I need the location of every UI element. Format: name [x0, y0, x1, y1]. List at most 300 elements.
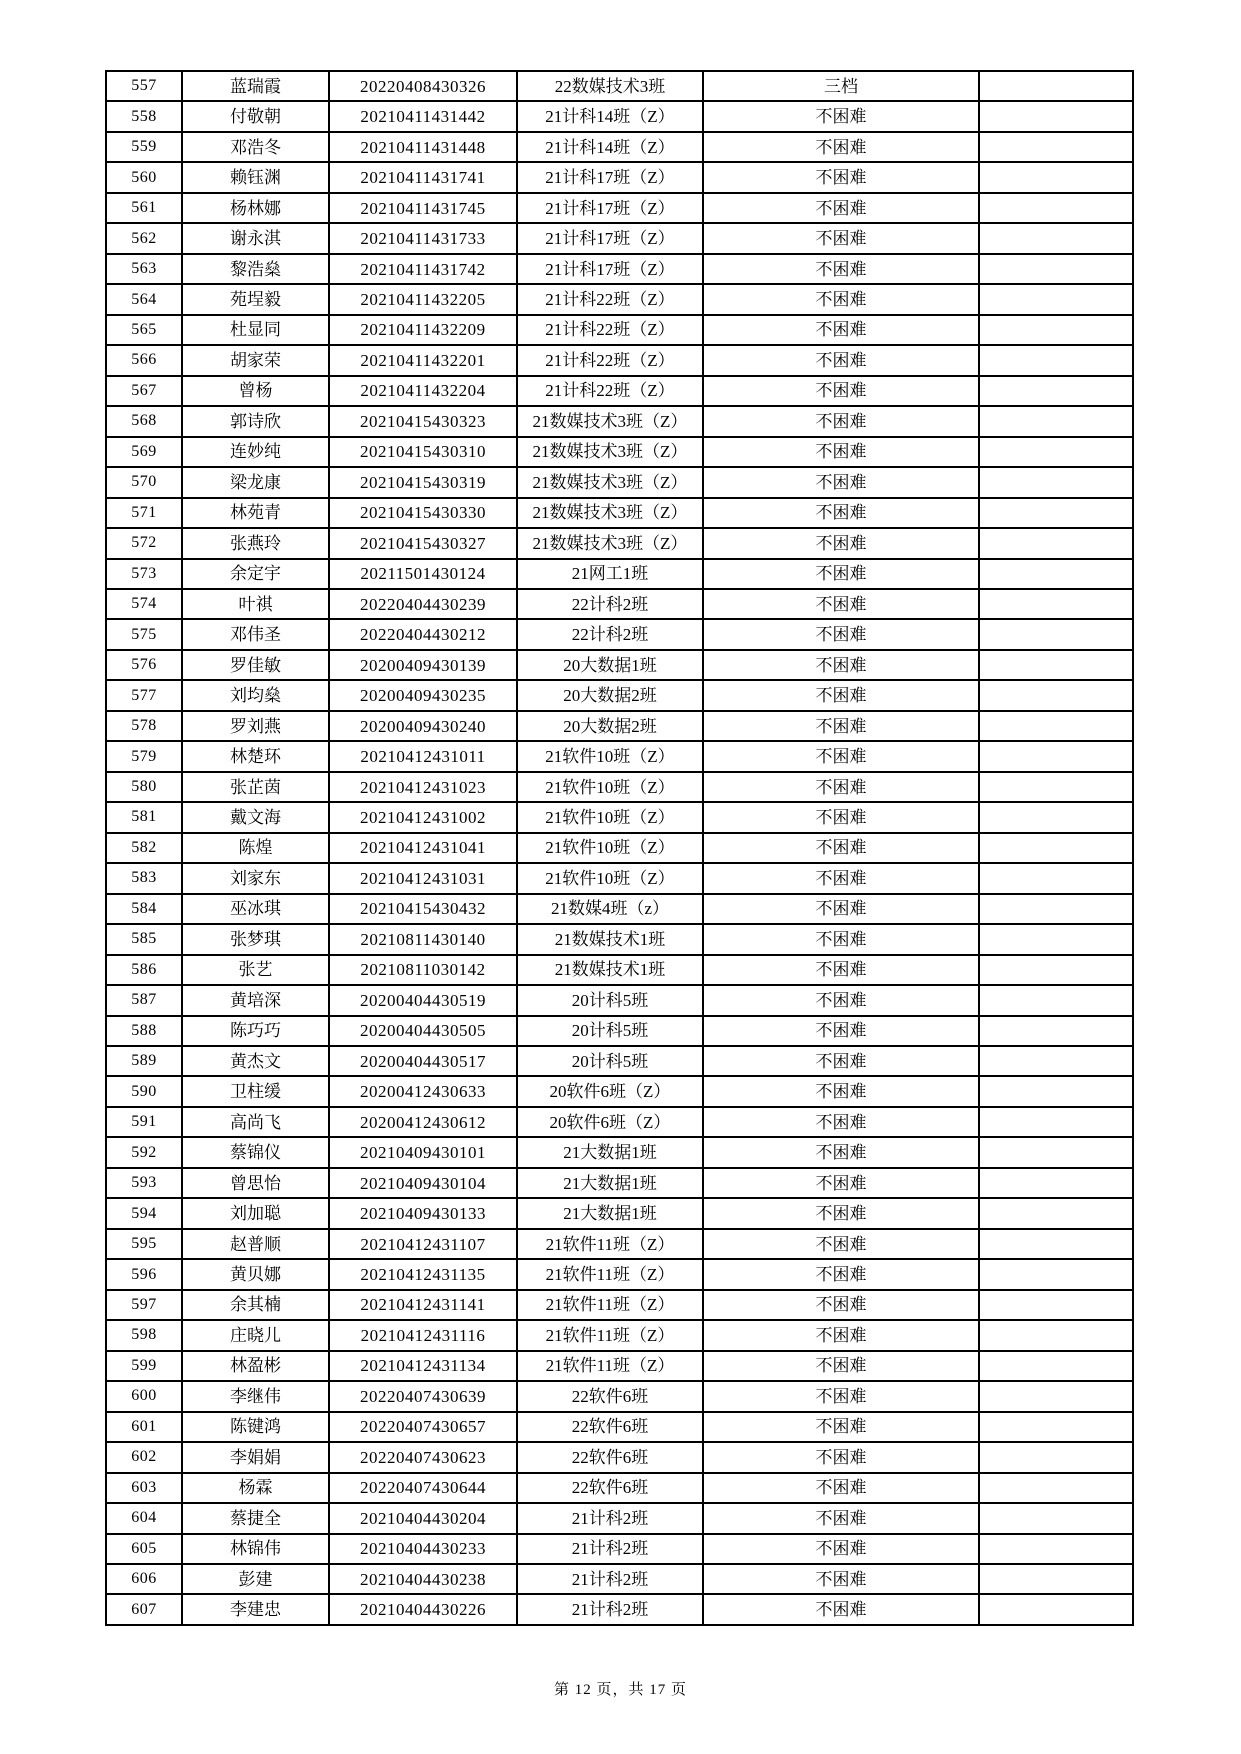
- cell-status: 不困难: [703, 1412, 979, 1442]
- cell-class-name: 21网工1班: [517, 559, 703, 589]
- cell-index: 581: [106, 802, 182, 832]
- cell-name: 张梦琪: [182, 924, 329, 954]
- table-row: [106, 559, 1133, 589]
- table-row: [106, 1259, 1133, 1289]
- cell-status: 不困难: [703, 650, 979, 680]
- cell-note: [979, 223, 1133, 253]
- cell-note: [979, 1320, 1133, 1350]
- cell-index: 601: [106, 1412, 182, 1442]
- cell-class-name: 22软件6班: [517, 1442, 703, 1472]
- cell-name: 梁龙康: [182, 467, 329, 497]
- cell-index: 590: [106, 1076, 182, 1106]
- cell-index: 559: [106, 132, 182, 162]
- cell-class-name: 21计科2班: [517, 1564, 703, 1594]
- table-row: [106, 711, 1133, 741]
- student-roster-table: [105, 70, 1134, 1626]
- cell-index: 582: [106, 833, 182, 863]
- table-row: [106, 193, 1133, 223]
- cell-index: 571: [106, 498, 182, 528]
- cell-name: 付敬朝: [182, 101, 329, 131]
- cell-note: [979, 1016, 1133, 1046]
- cell-student-id: 20210415430323: [329, 406, 517, 436]
- table-row: [106, 254, 1133, 284]
- cell-name: 林盈彬: [182, 1351, 329, 1381]
- cell-index: 564: [106, 284, 182, 314]
- cell-note: [979, 1137, 1133, 1167]
- cell-status: 不困难: [703, 223, 979, 253]
- cell-class-name: 20大数据2班: [517, 711, 703, 741]
- cell-index: 583: [106, 863, 182, 893]
- cell-name: 杜显同: [182, 315, 329, 345]
- cell-class-name: 21计科2班: [517, 1503, 703, 1533]
- table-row: [106, 1564, 1133, 1594]
- table-row: [106, 406, 1133, 436]
- cell-status: 不困难: [703, 1290, 979, 1320]
- cell-status: 不困难: [703, 985, 979, 1015]
- cell-note: [979, 406, 1133, 436]
- cell-status: 三档: [703, 71, 979, 101]
- table-row: [106, 1016, 1133, 1046]
- cell-student-id: 20210811430140: [329, 924, 517, 954]
- cell-class-name: 20大数据1班: [517, 650, 703, 680]
- cell-name: 刘均燊: [182, 680, 329, 710]
- cell-name: 李建忠: [182, 1594, 329, 1625]
- table-row: [106, 1046, 1133, 1076]
- cell-student-id: 20210412431023: [329, 772, 517, 802]
- cell-index: 598: [106, 1320, 182, 1350]
- page-footer: 第 12 页，共 17 页: [553, 1682, 687, 1698]
- cell-index: 593: [106, 1168, 182, 1198]
- cell-index: 588: [106, 1016, 182, 1046]
- cell-class-name: 21计科17班（Z）: [517, 254, 703, 284]
- cell-student-id: 20210412431141: [329, 1290, 517, 1320]
- table-row: [106, 223, 1133, 253]
- cell-student-id: 20200404430517: [329, 1046, 517, 1076]
- cell-name: 曾思怡: [182, 1168, 329, 1198]
- cell-note: [979, 924, 1133, 954]
- cell-student-id: 20220407430639: [329, 1381, 517, 1411]
- cell-class-name: 21计科14班（Z）: [517, 132, 703, 162]
- cell-note: [979, 284, 1133, 314]
- cell-class-name: 21计科17班（Z）: [517, 193, 703, 223]
- cell-note: [979, 1107, 1133, 1137]
- cell-student-id: 20200409430235: [329, 680, 517, 710]
- cell-student-id: 20200409430139: [329, 650, 517, 680]
- cell-student-id: 20210411432205: [329, 284, 517, 314]
- cell-status: 不困难: [703, 1046, 979, 1076]
- cell-student-id: 20210411431733: [329, 223, 517, 253]
- cell-student-id: 20200404430519: [329, 985, 517, 1015]
- cell-status: 不困难: [703, 924, 979, 954]
- cell-name: 陈键鸿: [182, 1412, 329, 1442]
- cell-note: [979, 71, 1133, 101]
- cell-index: 561: [106, 193, 182, 223]
- table-row: [106, 1442, 1133, 1472]
- cell-note: [979, 1442, 1133, 1472]
- cell-class-name: 21计科22班（Z）: [517, 345, 703, 375]
- cell-status: 不困难: [703, 802, 979, 832]
- cell-name: 连妙纯: [182, 437, 329, 467]
- cell-index: 607: [106, 1594, 182, 1625]
- cell-note: [979, 863, 1133, 893]
- cell-index: 572: [106, 528, 182, 558]
- cell-status: 不困难: [703, 284, 979, 314]
- cell-note: [979, 1473, 1133, 1503]
- cell-note: [979, 1168, 1133, 1198]
- cell-class-name: 21大数据1班: [517, 1168, 703, 1198]
- cell-note: [979, 376, 1133, 406]
- cell-note: [979, 894, 1133, 924]
- table-row: [106, 437, 1133, 467]
- cell-note: [979, 650, 1133, 680]
- cell-name: 庄晓儿: [182, 1320, 329, 1350]
- cell-index: 586: [106, 955, 182, 985]
- cell-note: [979, 437, 1133, 467]
- cell-note: [979, 1412, 1133, 1442]
- cell-note: [979, 193, 1133, 223]
- cell-index: 565: [106, 315, 182, 345]
- cell-note: [979, 467, 1133, 497]
- cell-status: 不困难: [703, 772, 979, 802]
- table-row: [106, 1229, 1133, 1259]
- cell-name: 张艺: [182, 955, 329, 985]
- cell-class-name: 21大数据1班: [517, 1198, 703, 1228]
- cell-index: 557: [106, 71, 182, 101]
- student-roster-table-body: [106, 71, 1133, 1625]
- cell-student-id: 20211501430124: [329, 559, 517, 589]
- cell-status: 不困难: [703, 1594, 979, 1625]
- cell-note: [979, 1046, 1133, 1076]
- cell-index: 568: [106, 406, 182, 436]
- cell-note: [979, 1594, 1133, 1625]
- cell-status: 不困难: [703, 1473, 979, 1503]
- cell-class-name: 21数媒技术3班（Z）: [517, 528, 703, 558]
- cell-class-name: 21计科2班: [517, 1594, 703, 1625]
- cell-index: 580: [106, 772, 182, 802]
- cell-student-id: 20210412431011: [329, 741, 517, 771]
- cell-class-name: 21数媒技术1班: [517, 924, 703, 954]
- cell-class-name: 21数媒技术3班（Z）: [517, 437, 703, 467]
- cell-student-id: 20210412431041: [329, 833, 517, 863]
- cell-index: 570: [106, 467, 182, 497]
- cell-note: [979, 315, 1133, 345]
- cell-note: [979, 1503, 1133, 1533]
- cell-student-id: 20220407430644: [329, 1473, 517, 1503]
- cell-name: 陈煌: [182, 833, 329, 863]
- table-row: [106, 833, 1133, 863]
- cell-class-name: 21软件10班（Z）: [517, 833, 703, 863]
- cell-student-id: 20220407430623: [329, 1442, 517, 1472]
- cell-class-name: 21软件10班（Z）: [517, 863, 703, 893]
- cell-index: 597: [106, 1290, 182, 1320]
- cell-class-name: 21软件11班（Z）: [517, 1259, 703, 1289]
- table-row: [106, 1198, 1133, 1228]
- cell-name: 陈巧巧: [182, 1016, 329, 1046]
- cell-student-id: 20210411432204: [329, 376, 517, 406]
- cell-note: [979, 589, 1133, 619]
- cell-class-name: 21计科17班（Z）: [517, 162, 703, 192]
- cell-class-name: 21软件10班（Z）: [517, 741, 703, 771]
- table-row: [106, 894, 1133, 924]
- cell-index: 573: [106, 559, 182, 589]
- cell-index: 584: [106, 894, 182, 924]
- cell-class-name: 21数媒技术3班（Z）: [517, 498, 703, 528]
- cell-name: 罗刘燕: [182, 711, 329, 741]
- cell-name: 曾杨: [182, 376, 329, 406]
- cell-status: 不困难: [703, 1503, 979, 1533]
- cell-index: 596: [106, 1259, 182, 1289]
- cell-index: 575: [106, 619, 182, 649]
- cell-name: 邓浩冬: [182, 132, 329, 162]
- cell-student-id: 20210412431107: [329, 1229, 517, 1259]
- cell-name: 罗佳敏: [182, 650, 329, 680]
- table-row: [106, 467, 1133, 497]
- cell-class-name: 22软件6班: [517, 1412, 703, 1442]
- cell-student-id: 20200412430612: [329, 1107, 517, 1137]
- cell-status: 不困难: [703, 1381, 979, 1411]
- table-row: [106, 528, 1133, 558]
- cell-status: 不困难: [703, 1259, 979, 1289]
- table-row: [106, 1351, 1133, 1381]
- cell-name: 余其楠: [182, 1290, 329, 1320]
- cell-status: 不困难: [703, 1016, 979, 1046]
- cell-class-name: 22软件6班: [517, 1473, 703, 1503]
- cell-index: 606: [106, 1564, 182, 1594]
- table-row: [106, 619, 1133, 649]
- cell-index: 605: [106, 1534, 182, 1564]
- cell-status: 不困难: [703, 162, 979, 192]
- cell-note: [979, 833, 1133, 863]
- cell-class-name: 21计科22班（Z）: [517, 376, 703, 406]
- cell-class-name: 21大数据1班: [517, 1137, 703, 1167]
- cell-index: 587: [106, 985, 182, 1015]
- cell-student-id: 20210411431745: [329, 193, 517, 223]
- cell-name: 杨霖: [182, 1473, 329, 1503]
- cell-student-id: 20220404430239: [329, 589, 517, 619]
- cell-class-name: 21数媒技术1班: [517, 955, 703, 985]
- cell-class-name: 21计科22班（Z）: [517, 284, 703, 314]
- cell-note: [979, 711, 1133, 741]
- cell-status: 不困难: [703, 1137, 979, 1167]
- cell-name: 戴文海: [182, 802, 329, 832]
- cell-index: 577: [106, 680, 182, 710]
- cell-name: 苑埕毅: [182, 284, 329, 314]
- table-row: [106, 1503, 1133, 1533]
- cell-name: 胡家荣: [182, 345, 329, 375]
- table-row: [106, 772, 1133, 802]
- cell-student-id: 20210415430327: [329, 528, 517, 558]
- cell-name: 蔡锦仪: [182, 1137, 329, 1167]
- cell-student-id: 20210412431135: [329, 1259, 517, 1289]
- cell-class-name: 21软件10班（Z）: [517, 772, 703, 802]
- cell-note: [979, 741, 1133, 771]
- table-row: [106, 924, 1133, 954]
- cell-class-name: 21数媒4班（z）: [517, 894, 703, 924]
- cell-class-name: 21计科17班（Z）: [517, 223, 703, 253]
- cell-student-id: 20220408430326: [329, 71, 517, 101]
- cell-note: [979, 1351, 1133, 1381]
- table-row: [106, 1168, 1133, 1198]
- cell-class-name: 21计科22班（Z）: [517, 315, 703, 345]
- cell-status: 不困难: [703, 619, 979, 649]
- cell-name: 巫冰琪: [182, 894, 329, 924]
- table-row: [106, 1534, 1133, 1564]
- cell-student-id: 20200404430505: [329, 1016, 517, 1046]
- table-row: [106, 741, 1133, 771]
- cell-note: [979, 162, 1133, 192]
- cell-index: 569: [106, 437, 182, 467]
- cell-note: [979, 345, 1133, 375]
- cell-student-id: 20210415430432: [329, 894, 517, 924]
- cell-student-id: 20210411431448: [329, 132, 517, 162]
- cell-student-id: 20210412431002: [329, 802, 517, 832]
- table-row: [106, 1381, 1133, 1411]
- cell-note: [979, 802, 1133, 832]
- cell-name: 郭诗欣: [182, 406, 329, 436]
- cell-student-id: 20210404430204: [329, 1503, 517, 1533]
- cell-index: 592: [106, 1137, 182, 1167]
- table-row: [106, 985, 1133, 1015]
- cell-student-id: 20210409430133: [329, 1198, 517, 1228]
- cell-name: 余定宇: [182, 559, 329, 589]
- cell-note: [979, 1198, 1133, 1228]
- cell-status: 不困难: [703, 955, 979, 985]
- cell-note: [979, 1290, 1133, 1320]
- cell-index: 560: [106, 162, 182, 192]
- cell-status: 不困难: [703, 1168, 979, 1198]
- cell-name: 黄培深: [182, 985, 329, 1015]
- cell-index: 574: [106, 589, 182, 619]
- cell-name: 赵普顺: [182, 1229, 329, 1259]
- cell-note: [979, 1259, 1133, 1289]
- cell-name: 叶祺: [182, 589, 329, 619]
- cell-index: 567: [106, 376, 182, 406]
- cell-status: 不困难: [703, 1229, 979, 1259]
- cell-status: 不困难: [703, 101, 979, 131]
- cell-status: 不困难: [703, 437, 979, 467]
- cell-class-name: 21数媒技术3班（Z）: [517, 406, 703, 436]
- cell-name: 李继伟: [182, 1381, 329, 1411]
- table-row: [106, 1076, 1133, 1106]
- cell-index: 563: [106, 254, 182, 284]
- cell-class-name: 21软件11班（Z）: [517, 1229, 703, 1259]
- table-row: [106, 1290, 1133, 1320]
- cell-student-id: 20210411431741: [329, 162, 517, 192]
- cell-status: 不困难: [703, 559, 979, 589]
- cell-student-id: 20210411432209: [329, 315, 517, 345]
- cell-status: 不困难: [703, 376, 979, 406]
- cell-note: [979, 1229, 1133, 1259]
- table-row: [106, 1320, 1133, 1350]
- table-row: [106, 1107, 1133, 1137]
- cell-name: 林苑青: [182, 498, 329, 528]
- cell-status: 不困难: [703, 1107, 979, 1137]
- cell-student-id: 20210411431742: [329, 254, 517, 284]
- table-row: [106, 132, 1133, 162]
- cell-student-id: 20210412431116: [329, 1320, 517, 1350]
- cell-status: 不困难: [703, 315, 979, 345]
- cell-name: 杨林娜: [182, 193, 329, 223]
- cell-student-id: 20210411432201: [329, 345, 517, 375]
- cell-student-id: 20210404430238: [329, 1564, 517, 1594]
- cell-name: 蔡捷全: [182, 1503, 329, 1533]
- cell-class-name: 20计科5班: [517, 985, 703, 1015]
- cell-name: 黎浩燊: [182, 254, 329, 284]
- cell-note: [979, 528, 1133, 558]
- cell-class-name: 22数媒技术3班: [517, 71, 703, 101]
- cell-index: 604: [106, 1503, 182, 1533]
- cell-student-id: 20210415430310: [329, 437, 517, 467]
- cell-status: 不困难: [703, 833, 979, 863]
- cell-student-id: 20210404430233: [329, 1534, 517, 1564]
- cell-index: 558: [106, 101, 182, 131]
- table-row: [106, 955, 1133, 985]
- cell-class-name: 21软件11班（Z）: [517, 1351, 703, 1381]
- table-row: [106, 1137, 1133, 1167]
- cell-class-name: 20计科5班: [517, 1046, 703, 1076]
- cell-status: 不困难: [703, 741, 979, 771]
- cell-class-name: 21计科14班（Z）: [517, 101, 703, 131]
- cell-name: 张芷茵: [182, 772, 329, 802]
- cell-name: 赖钰渊: [182, 162, 329, 192]
- cell-student-id: 20220404430212: [329, 619, 517, 649]
- cell-name: 黄杰文: [182, 1046, 329, 1076]
- cell-student-id: 20220407430657: [329, 1412, 517, 1442]
- cell-class-name: 21数媒技术3班（Z）: [517, 467, 703, 497]
- cell-student-id: 20210409430104: [329, 1168, 517, 1198]
- cell-class-name: 21软件11班（Z）: [517, 1290, 703, 1320]
- cell-status: 不困难: [703, 193, 979, 223]
- cell-name: 高尚飞: [182, 1107, 329, 1137]
- cell-student-id: 20200412430633: [329, 1076, 517, 1106]
- cell-status: 不困难: [703, 498, 979, 528]
- cell-note: [979, 1534, 1133, 1564]
- cell-status: 不困难: [703, 406, 979, 436]
- cell-index: 579: [106, 741, 182, 771]
- cell-status: 不困难: [703, 1198, 979, 1228]
- cell-index: 591: [106, 1107, 182, 1137]
- cell-status: 不困难: [703, 528, 979, 558]
- table-row: [106, 680, 1133, 710]
- cell-note: [979, 619, 1133, 649]
- cell-name: 卫柱缓: [182, 1076, 329, 1106]
- cell-index: 589: [106, 1046, 182, 1076]
- table-row: [106, 315, 1133, 345]
- cell-class-name: 20大数据2班: [517, 680, 703, 710]
- cell-index: 600: [106, 1381, 182, 1411]
- cell-status: 不困难: [703, 1442, 979, 1472]
- cell-name: 邓伟圣: [182, 619, 329, 649]
- cell-name: 林楚环: [182, 741, 329, 771]
- cell-status: 不困难: [703, 1534, 979, 1564]
- table-row: [106, 162, 1133, 192]
- cell-index: 603: [106, 1473, 182, 1503]
- cell-name: 刘家东: [182, 863, 329, 893]
- cell-name: 李娟娟: [182, 1442, 329, 1472]
- cell-index: 566: [106, 345, 182, 375]
- cell-name: 林锦伟: [182, 1534, 329, 1564]
- cell-student-id: 20210412431134: [329, 1351, 517, 1381]
- cell-note: [979, 1076, 1133, 1106]
- table-row: [106, 1473, 1133, 1503]
- table-row: [106, 1412, 1133, 1442]
- cell-name: 张燕玲: [182, 528, 329, 558]
- cell-note: [979, 955, 1133, 985]
- cell-status: 不困难: [703, 1564, 979, 1594]
- table-row: [106, 284, 1133, 314]
- cell-student-id: 20210415430330: [329, 498, 517, 528]
- cell-status: 不困难: [703, 467, 979, 497]
